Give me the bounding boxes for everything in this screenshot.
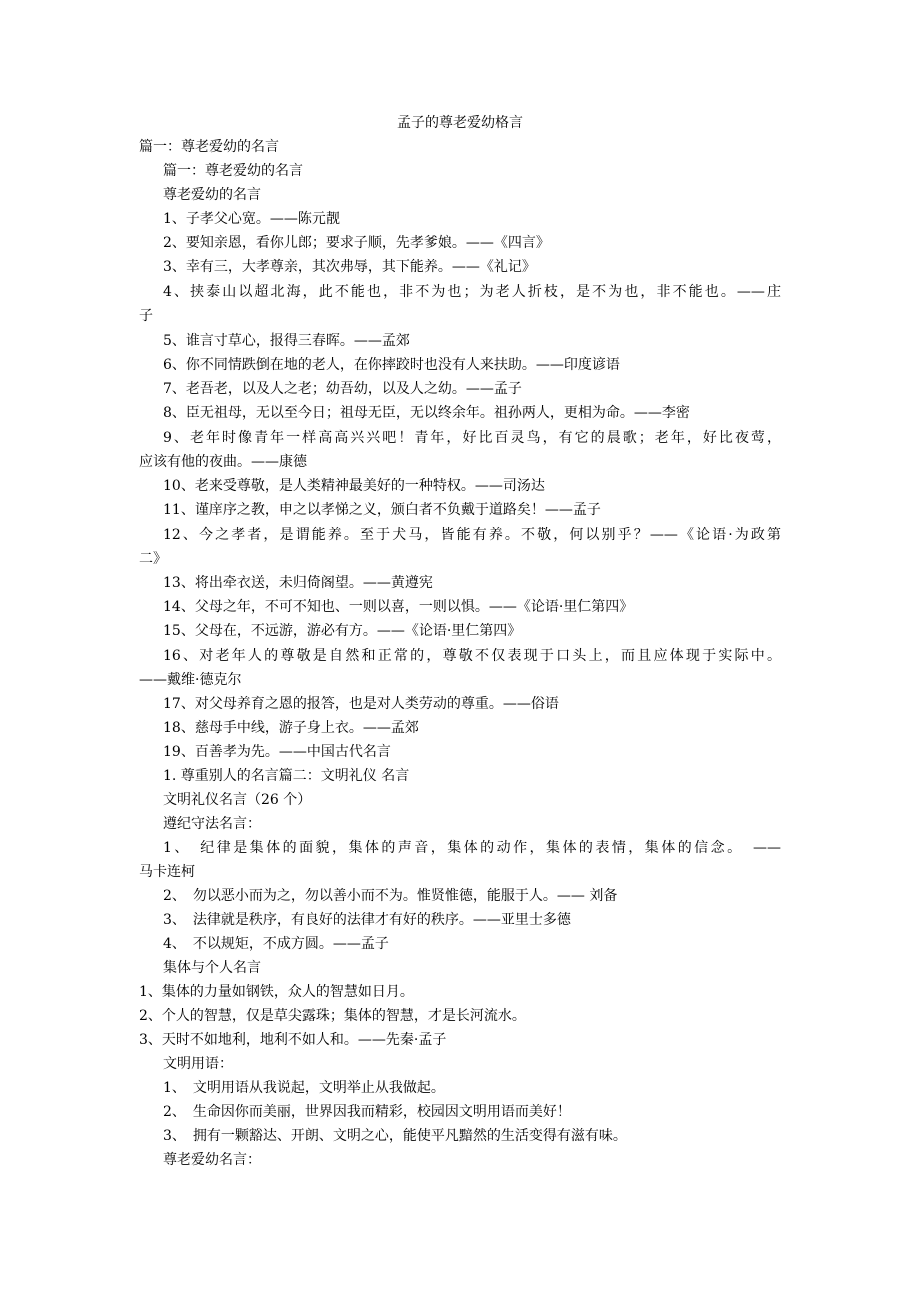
text-line: 应该有他的夜曲。——康德 — [139, 454, 307, 470]
text-line: 7、老吾老，以及人之老；幼吾幼，以及人之幼。——孟子 — [163, 381, 522, 397]
text-line: 16、对老年人的尊敬是自然和正常的，尊敬不仅表现于口头上，而且应体现于实际中。 — [163, 648, 781, 664]
document-title: 孟子的尊老爱幼格言 — [397, 115, 523, 131]
text-line: 篇一：尊老爱幼的名言 — [139, 139, 279, 155]
text-line: 遵纪守法名言： — [163, 816, 261, 832]
text-line: 1、 文明用语从我说起，文明举止从我做起。 — [163, 1080, 445, 1096]
text-line: 5、谁言寸草心，报得三春晖。——孟郊 — [163, 333, 410, 349]
text-line: 3、天时不如地利，地利不如人和。——先秦·孟子 — [139, 1032, 447, 1048]
text-line: 1、子孝父心宽。——陈元靓 — [163, 211, 340, 227]
text-line: 二》 — [139, 551, 167, 567]
text-line: 8、臣无祖母，无以至今日；祖母无臣，无以终余年。祖孙两人，更相为命。——李密 — [163, 405, 690, 421]
text-line: 18、慈母手中线，游子身上衣。——孟郊 — [163, 720, 419, 736]
text-line: 3、幸有三，大孝尊亲，其次弗辱，其下能养。——《礼记》 — [163, 259, 536, 275]
text-line: 1、集体的力量如钢铁，众人的智慧如日月。 — [139, 984, 414, 1000]
text-line: 子 — [139, 308, 153, 324]
text-line: 6、你不同情跌倒在地的老人，在你摔跤时也没有人来扶助。——印度谚语 — [163, 357, 620, 373]
text-line: 尊老爱幼名言： — [163, 1152, 261, 1168]
text-line: 14、父母之年，不可不知也、一则以喜，一则以惧。——《论语·里仁第四》 — [163, 599, 634, 615]
text-line: 2、个人的智慧，仅是草尖露珠；集体的智慧，才是长河流水。 — [139, 1008, 526, 1024]
text-line: 2、要知亲恩，看你儿郎；要求子顺，先孝爹娘。——《四言》 — [163, 235, 550, 251]
text-line: 3、 法律就是秩序，有良好的法律才有好的秩序。——亚里士多德 — [163, 912, 571, 928]
text-line: 9、老年时像青年一样高高兴兴吧！青年，好比百灵鸟，有它的晨歌；老年，好比夜莺， — [163, 430, 781, 446]
text-line: 15、父母在，不远游，游必有方。——《论语·里仁第四》 — [163, 623, 522, 639]
text-line: 1、 纪律是集体的面貌，集体的声音，集体的动作，集体的表情，集体的信念。 —— — [163, 840, 781, 856]
text-line: 2、 勿以恶小而为之，勿以善小而不为。惟贤惟德，能服于人。—— 刘备 — [163, 888, 618, 904]
text-line: 13、将出牵衣送，未归倚阁望。——黄遵宪 — [163, 575, 433, 591]
text-line: 1. 尊重别人的名言篇二：文明礼仪 名言 — [163, 768, 410, 784]
text-line: 集体与个人名言 — [163, 960, 261, 976]
text-line: 4、 不以规矩，不成方圆。——孟子 — [163, 936, 389, 952]
text-line: ——戴维·德克尔 — [139, 672, 242, 688]
text-line: 3、 拥有一颗豁达、开朗、文明之心，能使平凡黯然的生活变得有滋有味。 — [163, 1128, 627, 1144]
text-line: 19、百善孝为先。——中国古代名言 — [163, 744, 391, 760]
text-line: 文明用语： — [163, 1056, 233, 1072]
text-line: 文明礼仪名言（26 个） — [163, 792, 312, 808]
text-line: 10、老来受尊敬，是人类精神最美好的一种特权。——司汤达 — [163, 478, 545, 494]
text-line: 2、 生命因你而美丽，世界因我而精彩，校园因文明用语而美好！ — [163, 1104, 571, 1120]
text-line: 4、挟泰山以超北海，此不能也，非不为也；为老人折枝，是不为也，非不能也。——庄 — [163, 284, 781, 300]
text-line: 篇一：尊老爱幼的名言 — [163, 163, 303, 179]
text-line: 12、今之孝者，是谓能养。至于犬马，皆能有养。不敬，何以别乎？——《论语·为政第 — [163, 527, 781, 543]
text-line: 马卡连柯 — [139, 864, 195, 880]
text-line: 17、对父母养育之恩的报答，也是对人类劳动的尊重。——俗语 — [163, 696, 559, 712]
text-line: 尊老爱幼的名言 — [163, 187, 261, 203]
text-line: 11、谨庠序之教，申之以孝悌之义，颁白者不负戴于道路矣！——孟子 — [163, 502, 601, 518]
